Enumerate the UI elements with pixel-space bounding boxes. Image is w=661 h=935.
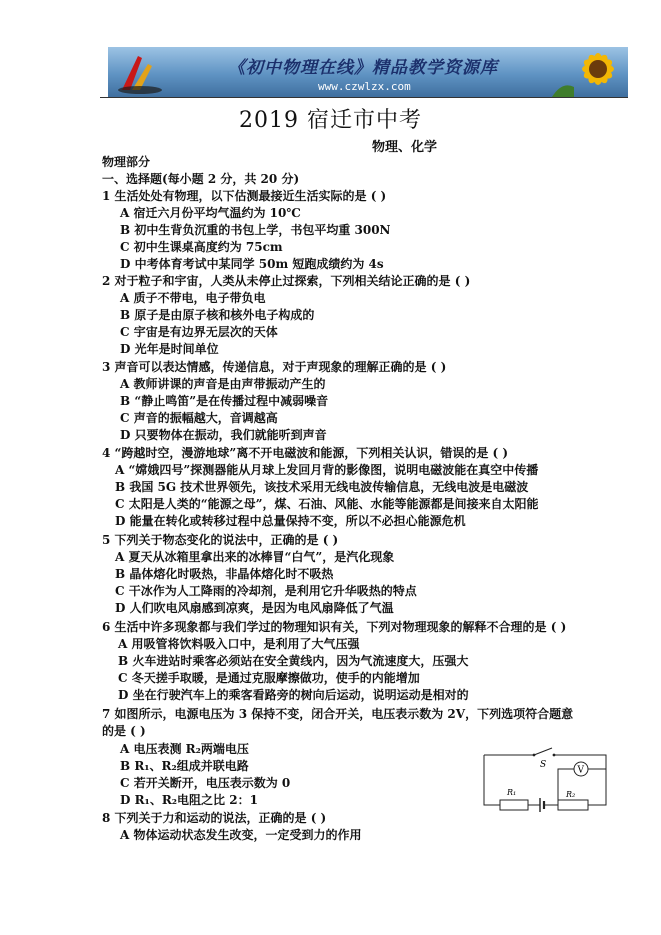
- answer-option: D 光年是时间单位: [120, 342, 219, 356]
- answer-option: C 太阳是人类的“能源之母”，煤、石油、风能、水能等能源都是间接来自太阳能: [115, 497, 539, 511]
- switch-icon: [534, 748, 552, 755]
- answer-option: C 宇宙是有边界无层次的天体: [120, 325, 278, 339]
- answer-option: D 能量在转化或转移过程中总量保持不变，所以不必担心能源危机: [115, 514, 466, 528]
- question-stem: 2 对于粒子和宇宙，人类从未停止过探索，下列相关结论正确的是 ( ): [102, 274, 471, 288]
- answer-option: A 夏天从冰箱里拿出来的冰棒冒“白气”，是汽化现象: [115, 550, 395, 564]
- r2-label: R₂: [566, 790, 576, 799]
- section-heading: 物理部分: [102, 155, 151, 169]
- circuit-diagram: [478, 745, 614, 813]
- answer-option: A 物体运动状态发生改变，一定受到力的作用: [120, 828, 362, 842]
- answer-option: C 若开关断开，电压表示数为 0: [120, 776, 291, 790]
- resistor-r1-icon: [500, 800, 528, 810]
- voltmeter-label: V: [577, 765, 584, 776]
- sunflower-icon: [552, 47, 628, 97]
- answer-option: C 声音的振幅越大，音调越高: [120, 411, 278, 425]
- answer-option: B “静止鸣笛”是在传播过程中减弱噪音: [120, 394, 329, 408]
- resistor-r2-icon: [558, 800, 588, 810]
- question-stem: 6 生活中许多现象都与我们学过的物理知识有关，下列对物理现象的解释不合理的是 ( ): [102, 620, 567, 634]
- answer-option: B 火车进站时乘客必须站在安全黄线内，因为气流速度大，压强大: [118, 654, 469, 668]
- question-stem: 5 下列关于物态变化的说法中，正确的是 ( ): [102, 533, 339, 547]
- answer-option: C 干冰作为人工降雨的冷却剂，是利用它升华吸热的特点: [115, 584, 417, 598]
- answer-option: D 人们吹电风扇感到凉爽，是因为电风扇降低了气温: [115, 601, 394, 615]
- answer-option: B 原子是由原子核和核外电子构成的: [120, 308, 315, 322]
- r1-label: R₁: [507, 788, 517, 797]
- answer-option: A “嫦娥四号”探测器能从月球上发回月背的影像图，说明电磁波能在真空中传播: [115, 463, 539, 477]
- answer-option: A 质子不带电，电子带负电: [120, 291, 266, 305]
- answer-option: A 教师讲课的声音是由声带振动产生的: [120, 377, 326, 391]
- part-heading: 一、选择题(每小题 2 分，共 20 分): [102, 172, 300, 186]
- question-stem: 7 如图所示，电源电压为 3 保持不变，闭合开关，电压表示数为 2V，下列选项符合题意: [102, 707, 574, 721]
- page-title: 2019 宿迁市中考: [239, 108, 422, 133]
- answer-option: B 晶体熔化时吸热，非晶体熔化时不吸热: [115, 567, 334, 581]
- question-stem-continued: 的是 ( ): [102, 724, 146, 738]
- header-rule: [100, 97, 628, 98]
- answer-option: D R₁、R₂电阻之比 2：1: [120, 793, 258, 807]
- question-stem: 8 下列关于力和运动的说法，正确的是 ( ): [102, 811, 327, 825]
- page-subtitle: 物理、化学: [372, 140, 438, 155]
- answer-option: A 电压表测 R₂两端电压: [120, 742, 249, 756]
- site-logo-icon: [112, 50, 168, 94]
- answer-option: A 用吸管将饮料吸入口中，是利用了大气压强: [118, 637, 360, 651]
- header-banner: [108, 47, 628, 97]
- answer-option: C 初中生课桌高度约为 75cm: [120, 240, 283, 254]
- answer-option: B 初中生背负沉重的书包上学，书包平均重 300N: [120, 223, 391, 237]
- answer-option: D 只要物体在振动，我们就能听到声音: [120, 428, 327, 442]
- question-stem: 3 声音可以表达情感，传递信息，对于声现象的理解正确的是 ( ): [102, 360, 447, 374]
- answer-option: B R₁、R₂组成并联电路: [120, 759, 249, 773]
- question-stem: 4 “跨越时空，漫游地球”离不开电磁波和能源，下列相关认识，错误的是 ( ): [102, 446, 509, 460]
- answer-option: D 坐在行驶汽车上的乘客看路旁的树向后运动，说明运动是相对的: [118, 688, 469, 702]
- switch-label: S: [540, 760, 547, 770]
- answer-option: B 我国 5G 技术世界领先，该技术采用无线电波传输信息，无线电波是电磁波: [115, 480, 529, 494]
- banner-url: www.czwlzx.com: [318, 80, 411, 93]
- question-stem: 1 生活处处有物理，以下估测最接近生活实际的是 ( ): [102, 189, 387, 203]
- answer-option: D 中考体育考试中某同学 50m 短跑成绩约为 4s: [120, 257, 384, 271]
- answer-option: A 宿迁六月份平均气温约为 10℃: [120, 206, 301, 220]
- banner-title: 《初中物理在线》精品教学资源库: [228, 58, 498, 78]
- answer-option: C 冬天搓手取暖，是通过克服摩擦做功，使手的内能增加: [118, 671, 420, 685]
